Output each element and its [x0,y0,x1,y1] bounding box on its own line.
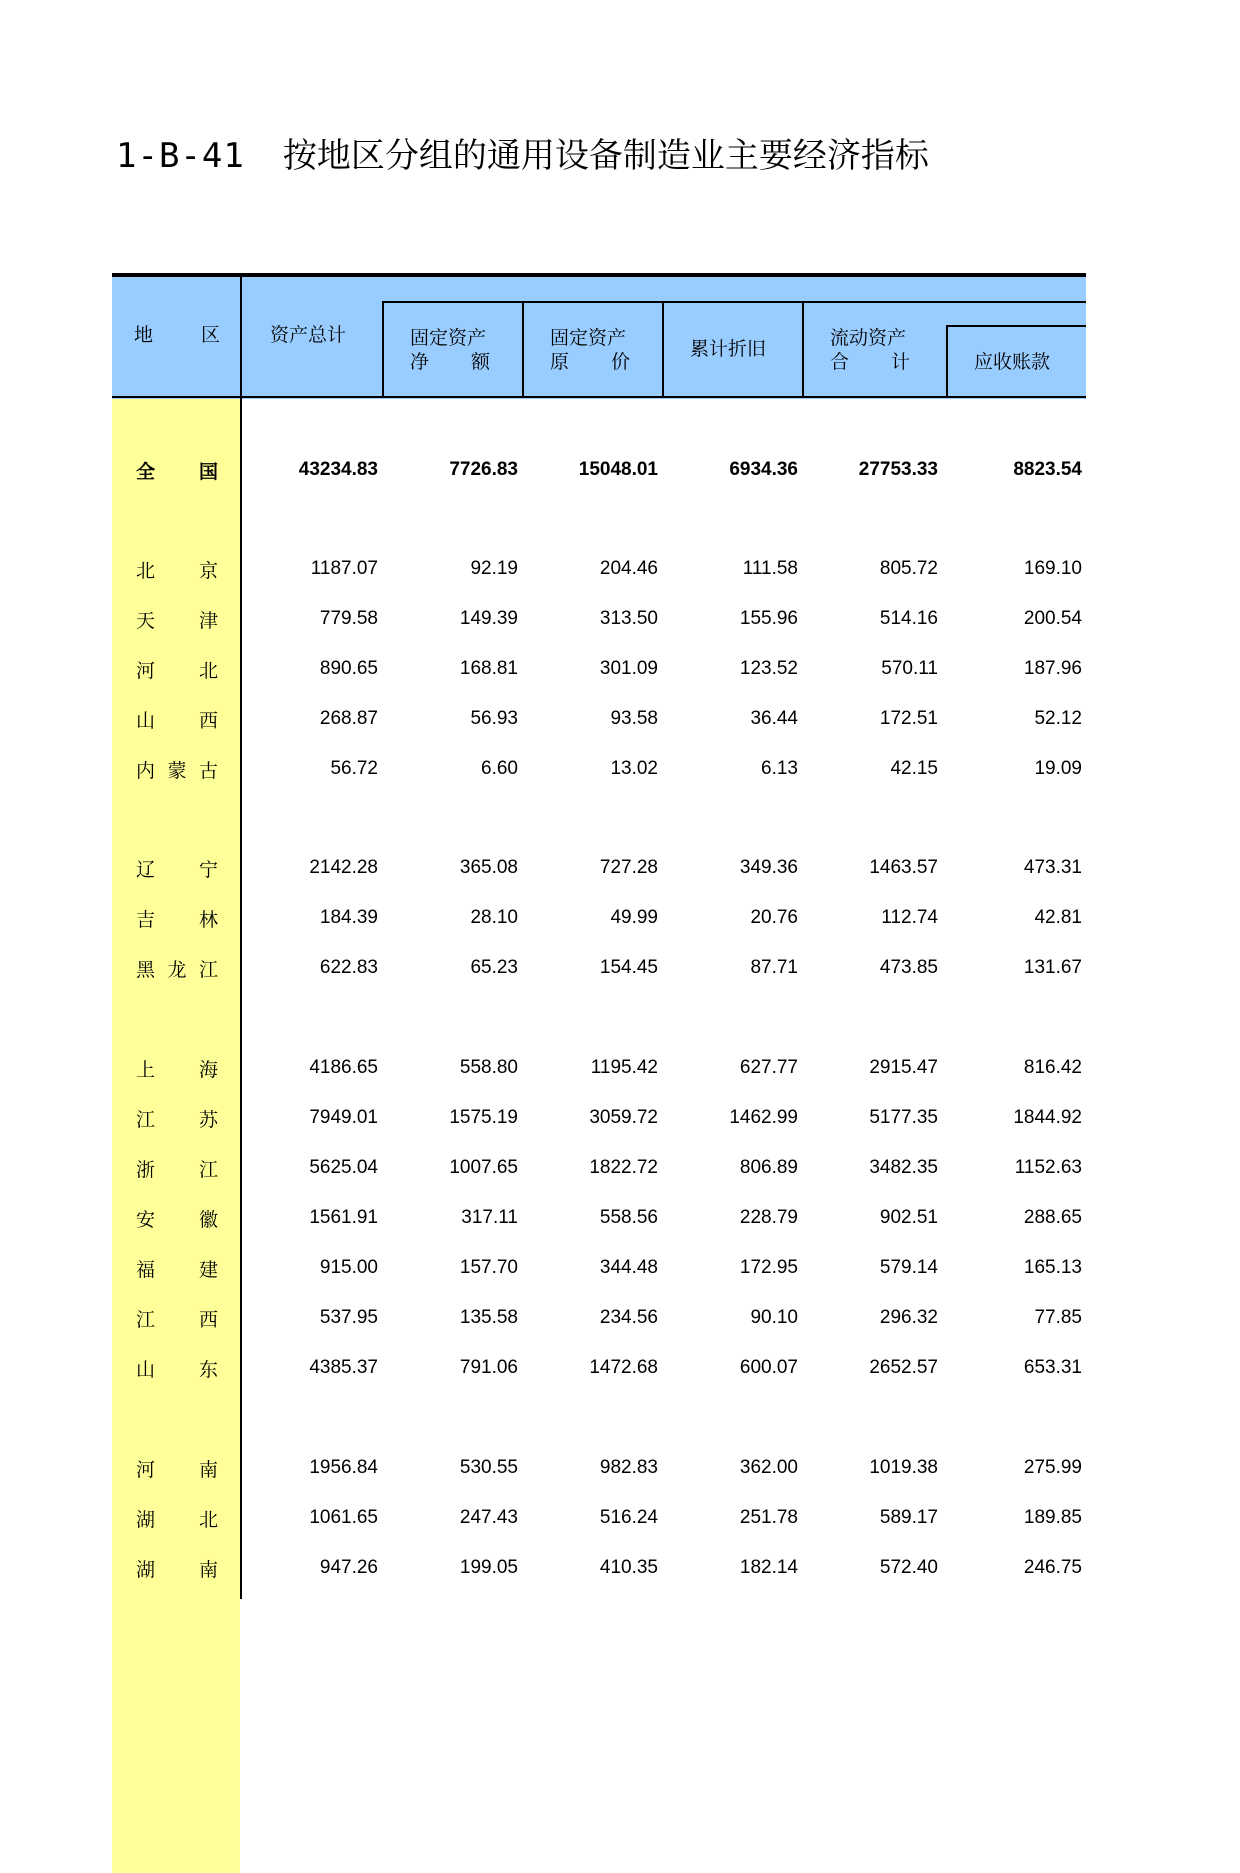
region-name [112,1198,240,1238]
value-cell: 56.93 [470,708,518,729]
table-top-rule [112,273,1086,277]
value-cell: 349.36 [739,857,798,878]
header-fixed-assets-net [410,326,490,374]
region-char: 建 [198,1258,218,1281]
value-cell: 20.76 [750,907,798,928]
table-row [112,699,1086,739]
value-cell: 8823.54 [1013,459,1082,480]
value-cell: 589.17 [879,1507,938,1528]
header-line: 流动资产 [830,327,907,349]
value-cell: 4186.65 [309,1057,378,1078]
value-cell: 982.83 [599,1457,658,1478]
value-cell: 473.31 [1023,857,1082,878]
region-name [112,1298,240,1338]
value-cell: 135.58 [459,1307,518,1328]
value-cell: 1575.19 [449,1107,518,1128]
value-cell: 56.72 [330,758,378,779]
value-cell: 2915.47 [869,1057,938,1078]
value-cell: 296.32 [879,1307,938,1328]
value-cell: 3482.35 [869,1157,938,1178]
header-total-assets: 资产总计 [270,324,347,346]
value-cell: 112.74 [881,907,938,928]
value-cell: 4385.37 [309,1357,378,1378]
value-cell: 200.54 [1023,608,1082,629]
value-cell: 915.00 [319,1257,378,1278]
table-row [112,549,1086,589]
region-name [112,1348,240,1388]
region-char: 山 [136,1358,156,1381]
value-cell: 187.96 [1023,658,1082,679]
value-cell: 157.70 [459,1257,518,1278]
value-cell: 155.96 [739,608,798,629]
page-title [116,128,929,177]
value-cell: 1007.65 [449,1157,518,1178]
region-char: 湖 [136,1558,156,1581]
value-cell: 5177.35 [869,1107,938,1128]
value-cell: 1187.07 [310,558,378,579]
region-char: 江 [198,958,218,981]
region-name [112,649,240,689]
region-char: 南 [198,1558,218,1581]
header-bottom-rule [112,396,1086,398]
region-name [112,1548,240,1588]
value-cell: 1061.65 [309,1507,378,1528]
table-code: 1-B-41 [116,136,245,176]
value-cell: 727.28 [599,857,658,878]
region-char: 山 [136,709,156,732]
region-char: 南 [198,1458,218,1481]
region-char: 津 [198,609,218,632]
region-char: 福 [136,1258,156,1281]
value-cell: 123.52 [739,658,798,679]
region-char: 龙 [167,958,187,981]
value-cell: 410.35 [599,1557,658,1578]
table-row [112,599,1086,639]
table-row [112,1148,1086,1188]
value-cell: 65.23 [470,957,518,978]
region-name [112,1148,240,1188]
value-cell: 5625.04 [309,1157,378,1178]
header-accounts-receivable: 应收账款 [974,351,1051,373]
value-cell: 204.46 [599,558,658,579]
value-cell: 15048.01 [578,459,658,480]
header-char: 计 [890,351,910,373]
header-region [134,323,220,347]
value-cell: 301.09 [599,658,658,679]
header-divider [662,301,664,398]
header-subrule [382,301,1086,303]
region-char: 全 [136,460,156,483]
value-cell: 168.81 [459,658,518,679]
region-char: 江 [136,1108,156,1131]
header-char: 额 [470,351,490,373]
value-cell: 43234.83 [298,459,378,480]
value-cell: 344.48 [599,1257,658,1278]
value-cell: 165.13 [1023,1257,1082,1278]
value-cell: 1019.38 [869,1457,938,1478]
value-cell: 806.89 [739,1157,798,1178]
region-char: 安 [136,1208,156,1231]
value-cell: 572.40 [879,1557,938,1578]
value-cell: 251.78 [739,1507,798,1528]
value-cell: 246.75 [1023,1557,1082,1578]
header-current-assets [830,326,910,374]
table-row [112,1248,1086,1288]
value-cell: 199.05 [459,1557,518,1578]
header-region-char: 区 [200,324,220,346]
value-cell: 1561.91 [309,1207,378,1228]
region-char: 北 [198,659,218,682]
region-char: 黑 [136,958,156,981]
value-cell: 149.39 [459,608,518,629]
region-name [112,1448,240,1488]
value-cell: 6934.36 [729,459,798,480]
region-char: 海 [198,1058,218,1081]
value-cell: 947.26 [319,1557,378,1578]
value-cell: 3059.72 [589,1107,658,1128]
value-cell: 36.44 [750,708,798,729]
header-subrule-2 [946,325,1086,327]
value-cell: 1956.84 [309,1457,378,1478]
value-cell: 189.85 [1023,1507,1082,1528]
value-cell: 1472.68 [589,1357,658,1378]
value-cell: 627.77 [739,1057,798,1078]
value-cell: 172.95 [739,1257,798,1278]
header-divider [382,301,384,398]
value-cell: 77.85 [1034,1307,1082,1328]
value-cell: 1462.99 [729,1107,798,1128]
region-char: 林 [198,908,218,931]
value-cell: 268.87 [319,708,378,729]
table-row [112,848,1086,888]
region-char: 浙 [136,1158,156,1181]
region-char: 辽 [136,858,156,881]
table-row [112,1448,1086,1488]
value-cell: 365.08 [459,857,518,878]
region-char: 蒙 [167,759,187,782]
value-cell: 52.12 [1034,708,1082,729]
table-row [112,1298,1086,1338]
region-char: 北 [198,1508,218,1531]
value-cell: 42.81 [1034,907,1082,928]
table-row [112,749,1086,789]
value-cell: 49.99 [610,907,658,928]
value-cell: 362.00 [739,1457,798,1478]
header-divider [522,301,524,398]
value-cell: 27753.33 [858,459,938,480]
region-char: 西 [198,1308,218,1331]
region-name [112,948,240,988]
total-row [112,450,1086,490]
region-char: 苏 [198,1108,218,1131]
header-line: 固定资产 [410,327,487,349]
value-cell: 530.55 [459,1457,518,1478]
region-char: 江 [136,1308,156,1331]
region-char: 内 [136,759,156,782]
value-cell: 779.58 [319,608,378,629]
table-row [112,1048,1086,1088]
table-row [112,649,1086,689]
value-cell: 622.83 [319,957,378,978]
header-char: 原 [550,351,570,373]
region-name [112,549,240,589]
value-cell: 228.79 [739,1207,798,1228]
table-row [112,1098,1086,1138]
header-divider [946,325,948,398]
region-char: 徽 [198,1208,218,1231]
table-title: 按地区分组的通用设备制造业主要经济指标 [282,136,929,176]
value-cell: 87.71 [750,957,798,978]
region-char: 东 [198,1358,218,1381]
table-row [112,948,1086,988]
value-cell: 275.99 [1023,1457,1082,1478]
value-cell: 6.13 [761,758,798,779]
region-char: 天 [136,609,156,632]
region-name [112,1048,240,1088]
value-cell: 805.72 [879,558,938,579]
table-row [112,1498,1086,1538]
value-cell: 313.50 [599,608,658,629]
region-char: 古 [198,759,218,782]
value-cell: 558.80 [459,1057,518,1078]
value-cell: 28.10 [470,907,518,928]
region-name [112,450,240,490]
table-row [112,898,1086,938]
header-line: 固定资产 [550,327,627,349]
region-name [112,699,240,739]
region-char: 京 [198,559,218,582]
region-name [112,1498,240,1538]
value-cell: 247.43 [459,1507,518,1528]
header-char: 净 [410,351,430,373]
value-cell: 890.65 [319,658,378,679]
region-name [112,599,240,639]
region-name [112,749,240,789]
value-cell: 600.07 [739,1357,798,1378]
table-row [112,1348,1086,1388]
value-cell: 1463.57 [869,857,938,878]
value-cell: 514.16 [879,608,938,629]
value-cell: 288.65 [1023,1207,1082,1228]
value-cell: 93.58 [610,708,658,729]
value-cell: 579.14 [879,1257,938,1278]
header-divider [802,301,804,398]
region-char: 上 [136,1058,156,1081]
value-cell: 6.60 [481,758,518,779]
value-cell: 172.51 [879,708,938,729]
value-cell: 2142.28 [309,857,378,878]
region-char: 西 [198,709,218,732]
value-cell: 791.06 [459,1357,518,1378]
region-char: 河 [136,1458,156,1481]
value-cell: 7726.83 [449,459,518,480]
value-cell: 816.42 [1023,1057,1082,1078]
header-char: 合 [830,351,850,373]
value-cell: 317.11 [461,1207,518,1228]
value-cell: 1195.42 [590,1057,658,1078]
value-cell: 558.56 [599,1207,658,1228]
value-cell: 570.11 [881,658,938,679]
value-cell: 154.45 [599,957,658,978]
value-cell: 111.58 [742,558,798,579]
value-cell: 473.85 [879,957,938,978]
region-name [112,1098,240,1138]
table-row [112,1198,1086,1238]
data-table [112,273,1086,1599]
value-cell: 19.09 [1034,758,1082,779]
region-char: 宁 [198,858,218,881]
value-cell: 537.95 [319,1307,378,1328]
value-cell: 169.10 [1023,558,1082,579]
region-char: 江 [198,1158,218,1181]
value-cell: 184.39 [319,907,378,928]
value-cell: 653.31 [1023,1357,1082,1378]
value-cell: 1844.92 [1013,1107,1082,1128]
value-cell: 42.15 [890,758,938,779]
value-cell: 1152.63 [1014,1157,1082,1178]
header-region-char: 地 [134,324,154,346]
region-name [112,898,240,938]
value-cell: 131.67 [1023,957,1082,978]
header-fixed-assets-original [550,326,630,374]
value-cell: 182.14 [739,1557,798,1578]
region-char: 吉 [136,908,156,931]
value-cell: 902.51 [879,1207,938,1228]
value-cell: 1822.72 [589,1157,658,1178]
region-name [112,1248,240,1288]
value-cell: 92.19 [470,558,518,579]
region-char: 湖 [136,1508,156,1531]
region-name [112,848,240,888]
value-cell: 516.24 [599,1507,658,1528]
value-cell: 13.02 [610,758,658,779]
value-cell: 90.10 [750,1307,798,1328]
value-cell: 2652.57 [869,1357,938,1378]
table-row [112,1548,1086,1588]
value-cell: 234.56 [599,1307,658,1328]
region-char: 国 [198,460,218,483]
region-char: 河 [136,659,156,682]
header-char: 价 [610,351,630,373]
header-accumulated-depreciation: 累计折旧 [690,338,767,360]
region-char: 北 [136,559,156,582]
value-cell: 7949.01 [309,1107,378,1128]
